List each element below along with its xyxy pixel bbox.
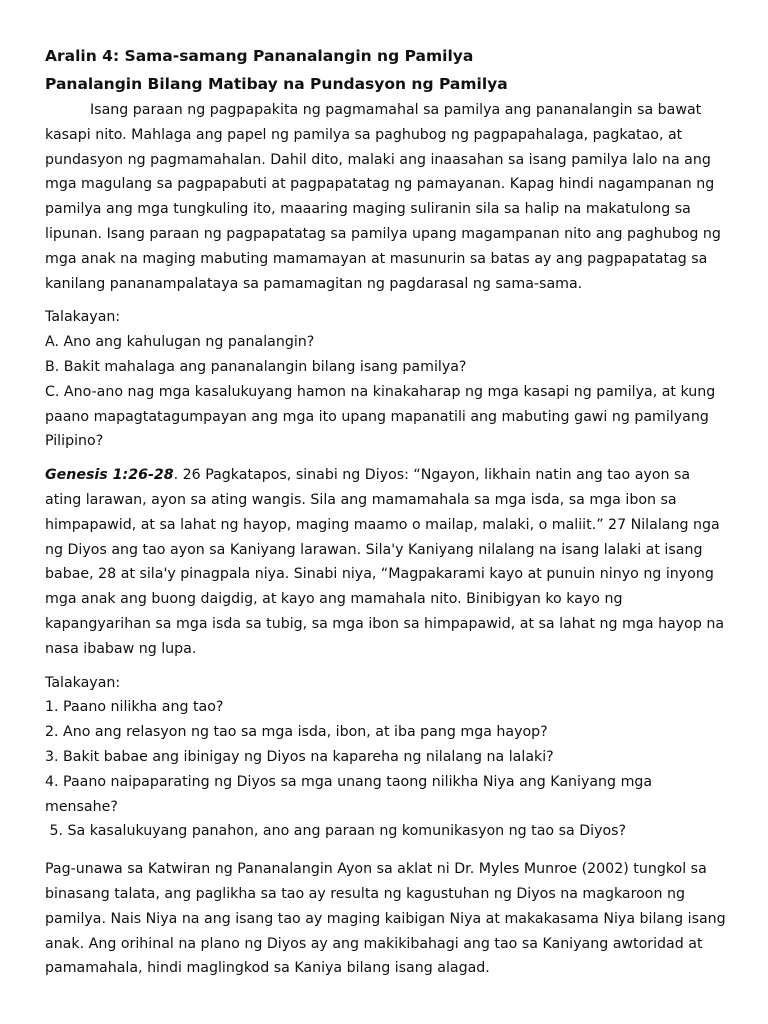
discussion-item: C. Ano-ano nag mga kasalukuyang hamon na kinakaharap ng mga kasapi ng pamilya, at kung paano mapagtatagumpayan ang mga ito upang mapanatili ang mabuting gawi ng pamilyang Pilipino? xyxy=(45,383,716,450)
discussion-item: 3. Bakit babae ang ibinigay ng Diyos na kapareha ng nilalang na lalaki? xyxy=(45,748,554,765)
discussion-item: 4. Paano naipaparating ng Diyos sa mga unang taong nilikha Niya ang Kaniyang mga mensahe? xyxy=(45,773,653,815)
bible-reference: Genesis 1:26-28 xyxy=(45,467,174,484)
discussion-item: B. Bakit mahalaga ang pananalangin bilang isang pamilya? xyxy=(45,358,467,375)
discussion-list-1 xyxy=(45,305,729,454)
closing-paragraph: Pag-unawa sa Katwiran ng Pananalangin Ayon sa aklat ni Dr. Myles Munroe (2002) tungkol sa binasang talata, ang paglikha sa tao ay resulta ng kagustuhan ng Diyos na magkaroon ng pamilya. Nais Niya na ang isang tao ay maging kaibigan Niya at makakasama Niya bilang isang anak. Ang orihinal na plano ng Diyos ay ang makikibahagi ang tao sa Kaniyang awtoridad at pamamahala, hindi maglingkod sa Kaniya bilang isang alagad. xyxy=(45,861,726,977)
discussion-item: 2. Ano ang relasyon ng tao sa mga isda, ibon, at iba pang mga hayop? xyxy=(45,724,548,741)
bible-text: . 26 Pagkatapos, sinabi ng Diyos: “Ngayon, likhain natin ang tao ayon sa ating larawan, ayon sa ating wangis. Sila ang mamamahala sa mga isda, sa mga ibon sa himpapawid, at sa lahat ng hayop, maging maamo o mailap, malaki, o maliit.” 27 Nilalang nga ng Diyos ang tao ayon sa Kaniyang larawan. Sila'y Kaniyang nilalang na isang lalaki at isang babae, 28 at sila'y pinagpala niya. Sinabi niya, “Magpakarami kayo at punuin ninyo ng inyong mga anak ang buong daigdig, at kayo ang mamahala nito. Binibigyan ko kayo ng kapangyarihan sa mga isda sa tubig, sa mga ibon sa himpapawid, at sa lahat ng mga hayop na nasa ibabaw ng lupa. xyxy=(45,467,725,657)
genesis-passage xyxy=(45,463,729,661)
discussion-item: 1. Paano nilikha ang tao? xyxy=(45,699,224,716)
lesson-title: Aralin 4: Sama-samang Pananalangin ng Pamilya xyxy=(45,47,474,65)
discussion-list-2 xyxy=(45,671,729,845)
section-title: Panalangin Bilang Matibay na Pundasyon ng Pamilya xyxy=(45,75,508,93)
discussion-item: 5. Sa kasalukuyang panahon, ano ang paraan ng komunikasyon ng tao sa Diyos? xyxy=(45,823,627,840)
intro-paragraph: Isang paraan ng pagpapakita ng pagmamahal sa pamilya ang pananalangin sa bawat kasapi nito. Mahlaga ang papel ng pamilya sa paghubog ng pagpapahalaga, pagkatao, at pundasyon ng pagmamahalan. Dahil dito, malaki ang inaasahan sa isang pamilya lalo na ang mga magulang sa pagpapabuti at pagpapatatag ng pamayanan. Kapag hindi nagampanan ng pamilya ang mga tungkuling ito, maaaring maging suliranin sila sa halip na makatulong sa lipunan. Isang paraan ng pagpapatatag sa pamilya upang magampanan nito ang paghubog ng mga anak na maging mabuting mamamayan at masunurin sa batas ay ang pagpapatatag sa kanilang pananampalataya sa pamamagitan ng pagdarasal ng sama-sama. xyxy=(45,102,721,292)
discussion-item: A. Ano ang kahulugan ng panalangin? xyxy=(45,334,315,351)
discussion-label: Talakayan: xyxy=(45,309,121,326)
document-content xyxy=(45,42,729,981)
discussion-label: Talakayan: xyxy=(45,674,121,691)
